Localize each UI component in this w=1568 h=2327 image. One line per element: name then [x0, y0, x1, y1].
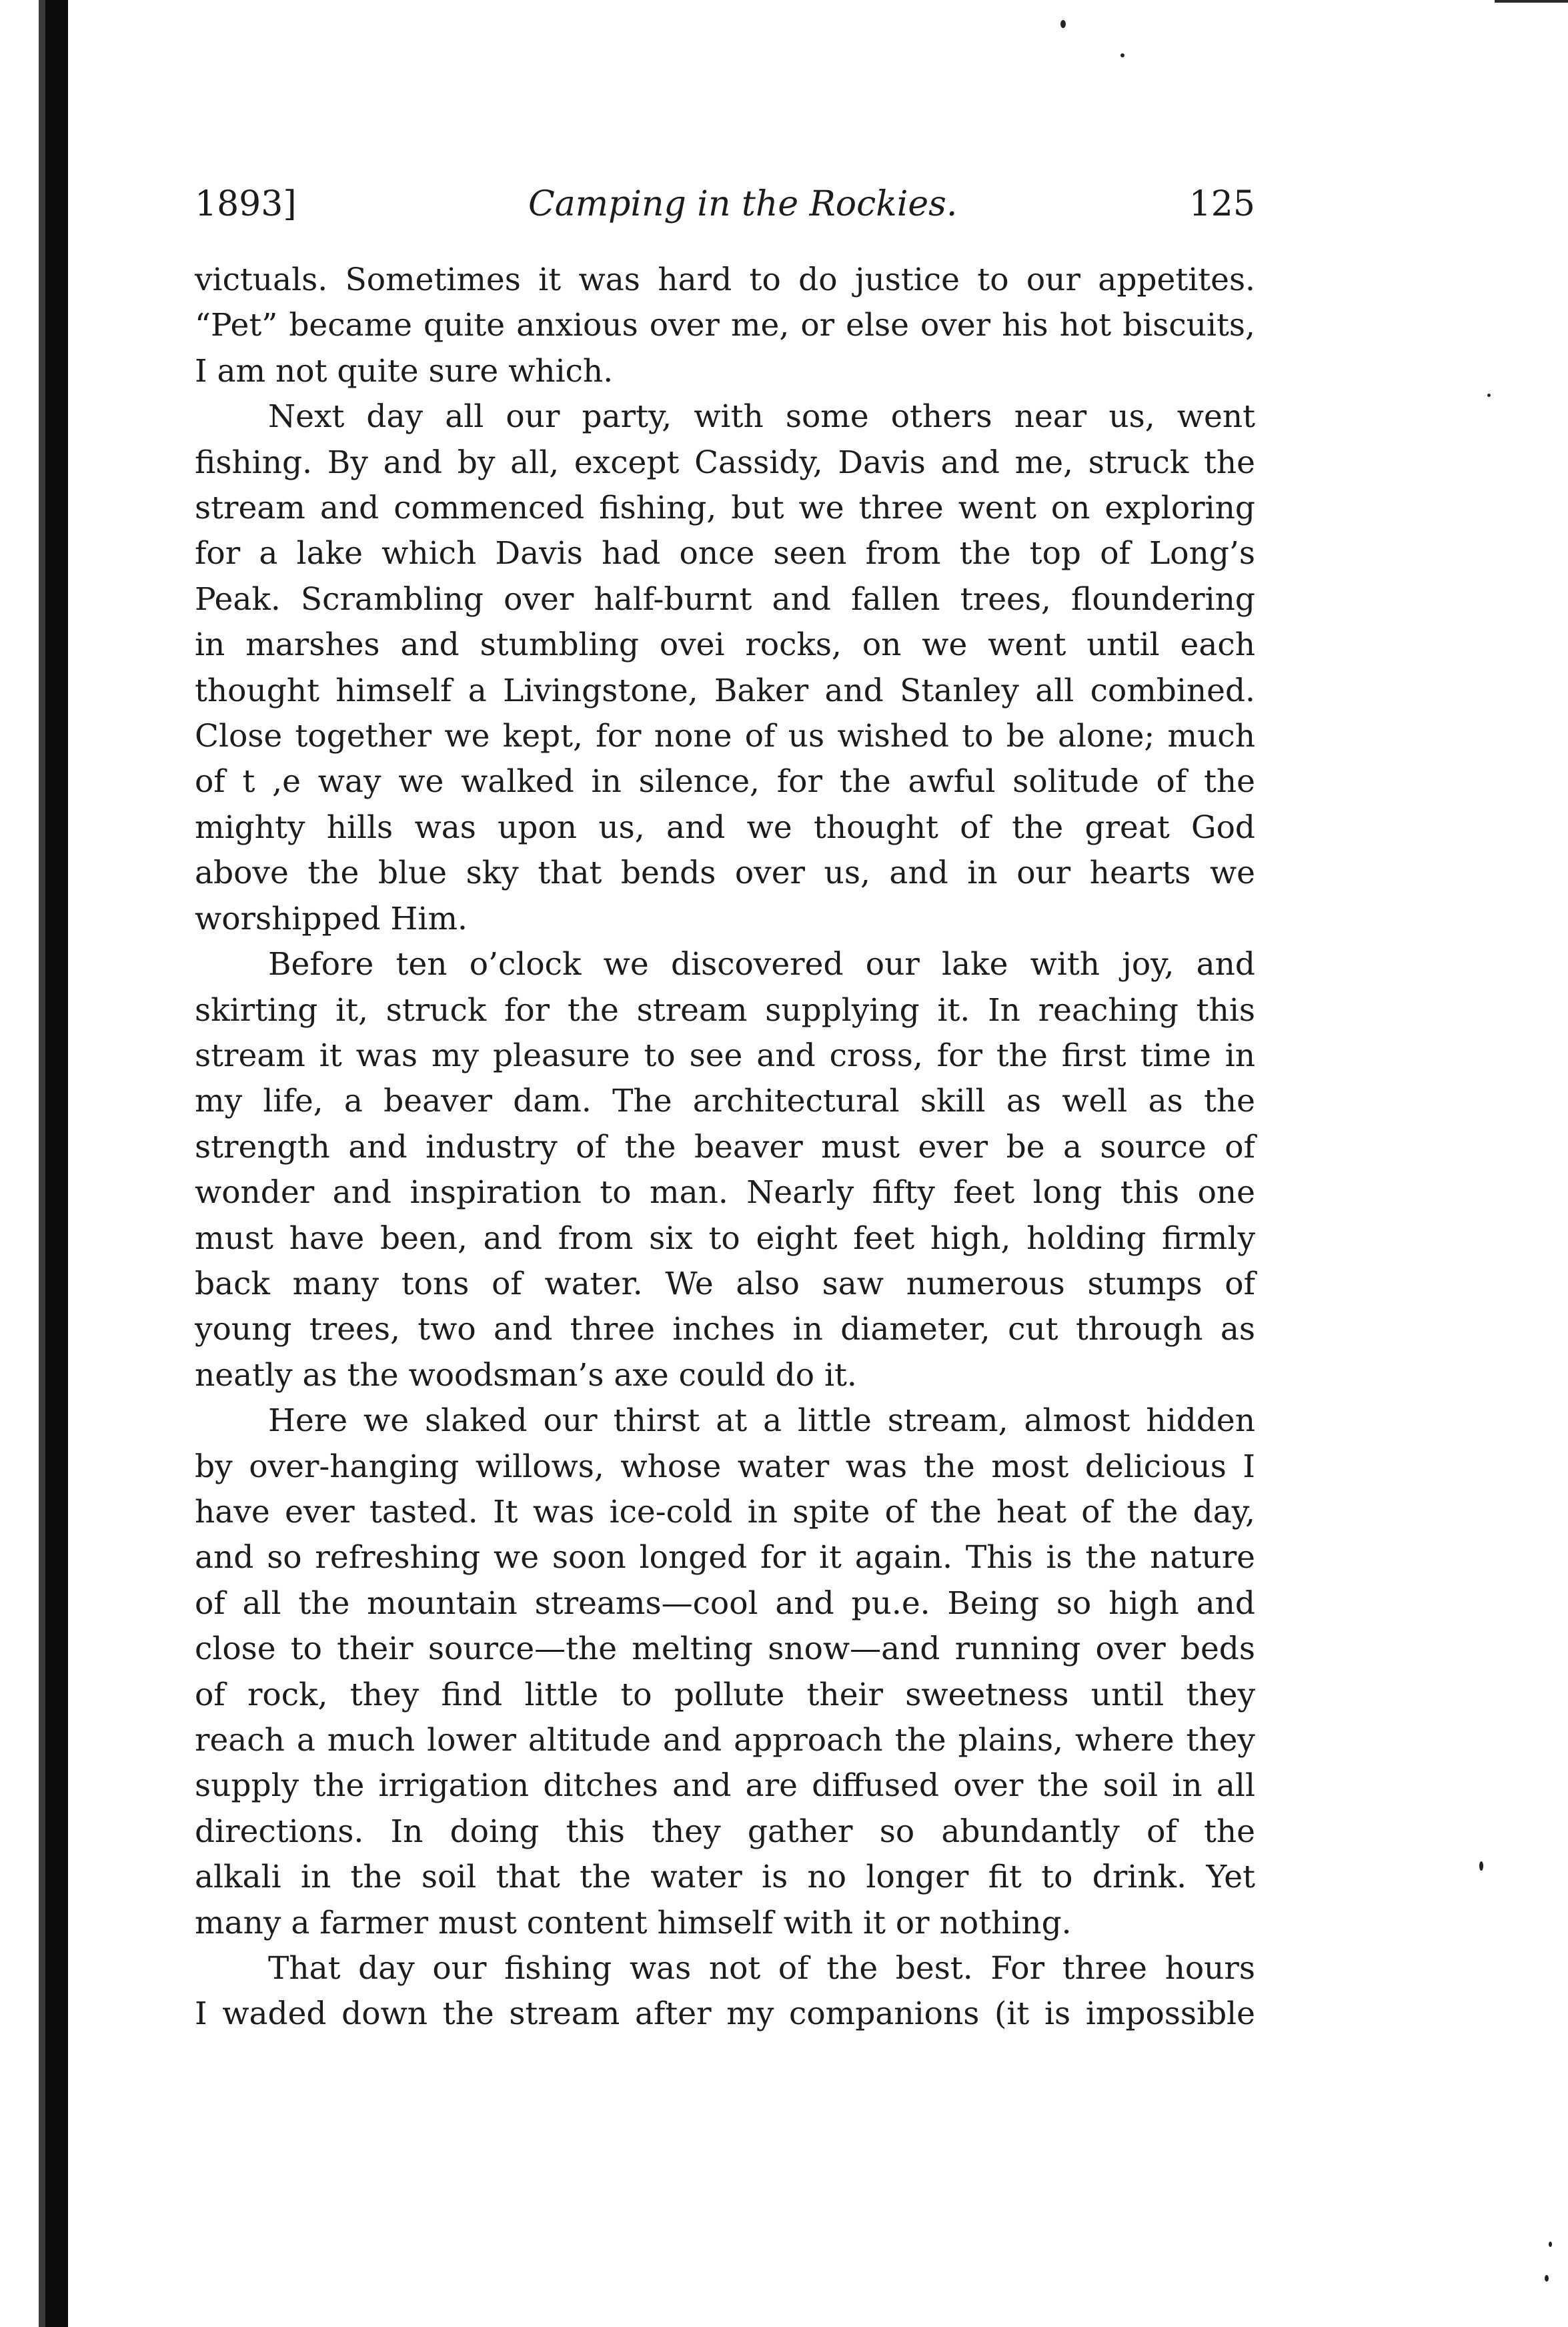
text-line: of rock, they find little to pollute their sweetness until they [195, 1676, 1255, 1713]
running-head [195, 180, 1255, 234]
text-line: and so refreshing we soon longed for it again. This is the nature [195, 1539, 1255, 1576]
text-line: Next day all our party, with some others near us, went [268, 398, 1255, 436]
binding-bar [45, 0, 68, 2327]
text-line: Close together we kept, for none of us wished to be alone; much [195, 718, 1255, 755]
text-line: skirting it, struck for the stream supplying it. In reaching this [195, 991, 1255, 1029]
text-line: supply the irrigation ditches and are diffused over the soil in all [195, 1767, 1255, 1805]
scan-speck [1120, 53, 1124, 57]
text-line: alkali in the soil that the water is no longer fit to drink. Yet [195, 1859, 1255, 1896]
text-line: many a farmer must content himself with it or nothing. [195, 1904, 1072, 1941]
text-line: for a lake which Davis had once seen from the top of Long’s [195, 535, 1255, 572]
text-line: by over-hanging willows, whose water was the most delicious I [195, 1448, 1255, 1485]
text-line: close to their source—the melting snow—and running over beds [195, 1631, 1255, 1668]
text-line: strength and industry of the beaver must ever be a source of [195, 1128, 1255, 1166]
binding-shadow [39, 0, 45, 2327]
body-text [195, 258, 1255, 2037]
chapter-title: Camping in the Rockies. [528, 184, 958, 224]
scan-speck [1545, 2275, 1549, 2282]
text-line: That day our fishing was not of the best. For three hours [268, 1950, 1255, 1987]
text-line: of t ,e way we walked in silence, for the awful solitude of the [195, 763, 1255, 801]
binding-edge [0, 0, 39, 2327]
text-line: directions. In doing this they gather so abundantly of the [195, 1813, 1255, 1850]
text-line: thought himself a Livingstone, Baker and Stanley all combined. [195, 672, 1255, 709]
text-line: in marshes and stumbling ovei rocks, on we went until each [195, 626, 1255, 664]
text-line: worshipped Him. [195, 900, 468, 937]
text-line: mighty hills was upon us, and we thought of the great God [195, 809, 1255, 846]
text-line: must have been, and from six to eight feet high, holding firmly [195, 1220, 1255, 1257]
text-line: victuals. Sometimes it was hard to do justice to our appetites. [195, 262, 1255, 298]
text-line: “Pet” became quite anxious over me, or else over his hot biscuits, [195, 307, 1255, 344]
text-line: back many tons of water. We also saw numerous stumps of [195, 1265, 1255, 1302]
text-line: reach a much lower altitude and approach the plains, where they [195, 1722, 1255, 1759]
text-line: have ever tasted. It was ice-cold in spite of the heat of the day, [195, 1493, 1255, 1530]
text-line: of all the mountain streams—cool and pu.e. Being so high and [195, 1584, 1255, 1622]
year-marker: 1893] [195, 184, 297, 224]
text-line: fishing. By and by all, except Cassidy, Davis and me, struck the [195, 444, 1255, 481]
text-line: stream it was my pleasure to see and cross, for the first time in [195, 1037, 1255, 1074]
text-line: I waded down the stream after my companions (it is impossible [195, 1995, 1255, 2033]
text-line: Peak. Scrambling over half-burnt and fallen trees, floundering [195, 580, 1255, 618]
scan-speck [1549, 2242, 1552, 2247]
scan-speck [1060, 20, 1066, 28]
text-line: stream and commenced fishing, but we three went on exploring [195, 490, 1255, 527]
text-line: neatly as the woodsman’s axe could do it. [195, 1356, 857, 1394]
text-line: above the blue sky that bends over us, and in our hearts we [195, 855, 1255, 892]
scan-speck [1479, 1861, 1483, 1871]
text-line: Before ten o’clock we discovered our lake with joy, and [268, 946, 1255, 983]
scan-mark [1495, 0, 1568, 3]
scan-speck [1487, 394, 1491, 397]
text-line: Here we slaked our thirst at a little stream, almost hidden [268, 1402, 1255, 1440]
text-line: young trees, two and three inches in diameter, cut through as [195, 1311, 1255, 1348]
page-number: 125 [1189, 184, 1255, 224]
text-line: I am not quite sure which. [195, 352, 614, 390]
book-page [195, 180, 1255, 2037]
text-line: my life, a beaver dam. The architectural skill as well as the [195, 1083, 1255, 1120]
text-line: wonder and inspiration to man. Nearly fifty feet long this one [195, 1174, 1255, 1212]
